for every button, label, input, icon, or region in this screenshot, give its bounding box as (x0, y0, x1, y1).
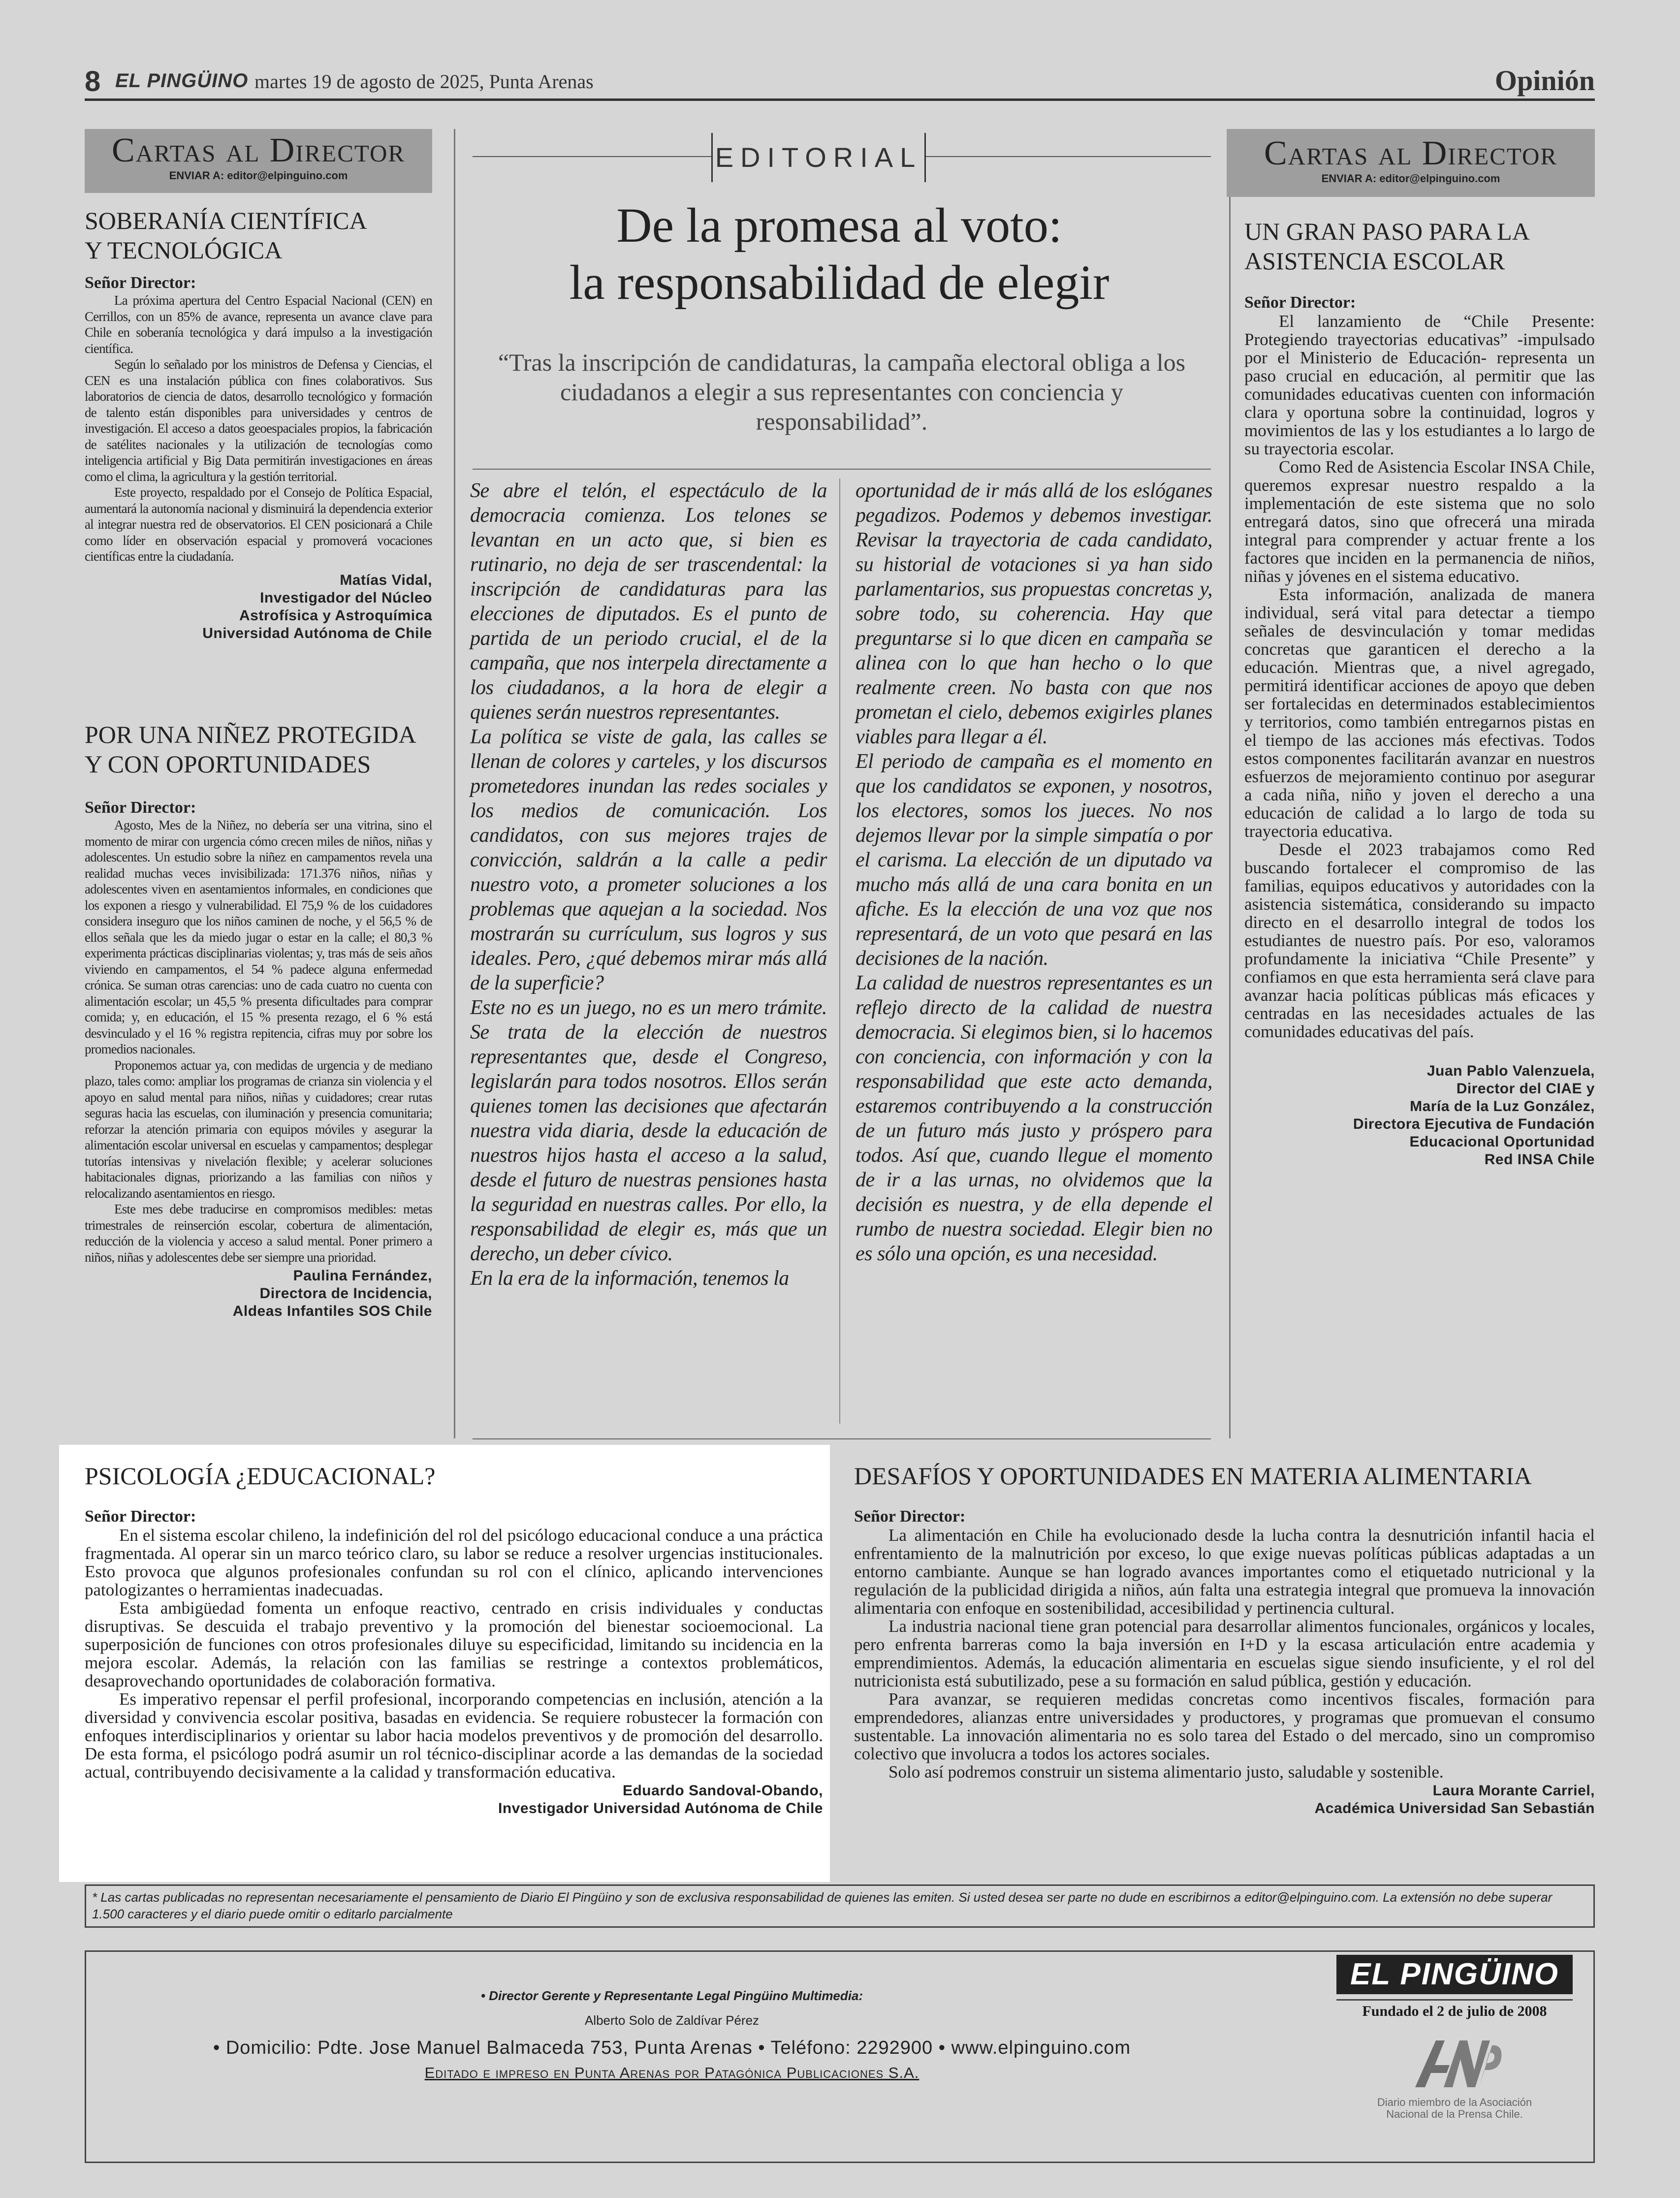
letter-title: UN GRAN PASO PARA LA ASISTENCIA ESCOLAR (1244, 218, 1530, 275)
brand-logo: EL PINGÜINO (1336, 1955, 1573, 1994)
column-divider-left (454, 129, 455, 1438)
signature: Matías Vidal, Investigador del Núcleo Astrofísica y Astroquímica Universidad Autónoma de Chile (202, 572, 432, 641)
signature: Paulina Fernández, Directora de Incidencia, Aldeas Infantiles SOS Chile (232, 1268, 432, 1319)
letters-email: ENVIAR A: editor@elpinguino.com (169, 169, 348, 182)
editorial-column-2: oportunidad de ir más allá de los eslóganes pegadizos. Podemos y debemos investigar. Revisar la trayectoria de cada candidato, su historial de votaciones si ya han sido parlamentarios, sus propuestas concretas y, sobre todo, su coherencia. Hay que preguntarse si lo que dicen en campaña se alinea con lo que han hecho o lo que realmente creen. No basta con que nos prometan el cielo, debemos exigirles planes viables para llegar a él. El periodo de campaña es el momento en que los candidatos se exponen, y nosotros, los electores, somos los jueces. No nos dejemos llevar por la simple simpatía o por el carisma. La elección de un diputado va mucho más allá de una cara bonita en un afiche. Es la elección de una voz que nos representará, de un voto que pesará en las decisiones de la nación. La calidad de nuestros representantes es un reflejo directo de la calidad de nuestra democracia. Si elegimos bien, si lo hacemos con conciencia, con información y con la responsabilidad que este acto demanda, estaremos contribuyendo a la construcción de un futuro más justo y próspero para todos. Así que, cuando llegue el momento de ir a las urnas, no olvidemos que la decisión es nuestra, y de ella depende el rumbo de nuestra sociedad. Elegir bien no es sólo una opción, es una necesidad. (856, 479, 1212, 1265)
editorial-label: EDITORIAL (711, 133, 926, 182)
letter-body: El lanzamiento de “Chile Presente: Protegiendo trayectorias educativas” -impulsado por el Ministerio de Educación- representa un paso crucial en educación, al permitir que las comunidades educativas cuenten con información clara y oportuna sobre la continuidad, logros y movimientos de las y los estudiantes a lo largo de su trayectoria escolar. Como Red de Asistencia Escolar INSA Chile, queremos expresar nuestro respaldo a la implementación de este sistema que no solo entregará datos, sino que ofrecerá una mirada integral para comprender y actuar frente a los factores que inciden en la permanencia de niños, niñas y jóvenes en el sistema educativo. Esta información, analizada de manera individual, será vital para detectar a tiempo señales de desvinculación y tomar medidas concretas que garanticen el derecho a la educación. Mientras que, a nivel agregado, permitirá identificar acciones de apoyo que deben ser fortalecidas en determinados establecimientos y territorios, como también entregarnos pistas en el tiempo de las acciones más efectivas. Todos estos componentes facilitarán avanzar en nuestros esfuerzos de mejoramiento continuo por asegurar a cada niña, niño y joven el derecho a una educación de calidad a lo largo de toda su trayectoria educativa. Desde el 2023 trabajamos como Red buscando fortalecer el compromiso de las familias, equipos educativos y autoridades con la asistencia sistemática, considerando su impacto directo en el desarrollo integral de todos los estudiantes de nuestro país. Por eso, valoramos profundamente la iniciativa “Chile Presente” y confiamos en que esta herramienta será clave para avanzar hacia políticas públicas más eficaces y centradas en las necesidades actuales de las comunidades educativas del país. (1244, 312, 1595, 1041)
column-divider-right (1229, 129, 1231, 1438)
section-title: Opinión (1494, 64, 1595, 96)
letter-soberania (85, 206, 432, 642)
letter-ninez (85, 720, 432, 1320)
brand-name: EL PINGÜINO (115, 70, 249, 92)
letter-alimentaria (854, 1461, 1595, 1817)
signature: Eduardo Sandoval-Obando, Investigador Universidad Autónoma de Chile (498, 1783, 823, 1816)
logo-underline (1336, 1999, 1573, 2001)
director-name: Alberto Solo de Zaldívar Pérez (584, 2013, 760, 2028)
letter-title: POR UNA NIÑEZ PROTEGIDA Y CON OPORTUNIDADES (85, 721, 416, 778)
page-header (85, 62, 1595, 101)
editorial-title: De la promesa al voto: la responsabilidad de elegir (569, 198, 1109, 310)
signature: Juan Pablo Valenzuela, Director del CIAE y María de la Luz González, Directora Ejecutiva de Fundación Educacional Oportunidad Red INSA Chile (1353, 1063, 1595, 1168)
letter-body: La próxima apertura del Centro Espacial Nacional (CEN) en Cerrillos, con un 85% de avance, representa un avance clave para Chile en soberanía tecnológica y dará impulso a la investigación científica. Según lo señalado por los ministros de Defensa y Ciencias, el CEN es una instalación pública con fines colaborativos. Sus laboratorios de ciencia de datos, desarrollo tecnológico y formación de talento están disponibles para universidades y centros de investigación. El acceso a datos geoespaciales propios, la fabricación de satélites nacionales y la utilización de tecnologías como inteligencia artificial y Big Data permitirán investigaciones en áreas como el clima, la agricultura y la gestión territorial. Este proyecto, respaldado por el Consejo de Política Espacial, aumentará la autonomía nacional y disminuirá la dependencia exterior al integrar nuestra red de observatorios. El CEN posicionará a Chile como líder en observación espacial y promoverá vocaciones científicas entre la ciudadanía. (85, 293, 432, 564)
salutation: Señor Director: (1244, 293, 1356, 312)
editorial-pullquote: “Tras la inscripción de candidaturas, la campaña electoral obliga a los ciudadanos a elegir a sus representantes con conciencia y responsabilidad”. (498, 349, 1186, 435)
letter-asistencia (1244, 217, 1595, 1169)
editorial-divider (473, 469, 1211, 470)
editorial-column-1: Se abre el telón, el espectáculo de la democracia comienza. Los telones se levantan en un acto que, si bien es rutinario, no deja de ser trascendental: la inscripción de candidaturas para las elecciones de diputados. Es el punto de partida de un periodo crucial, el de la campaña, que nos interpela directamente a los ciudadanos, a la hora de elegir a quienes serán nuestros representantes. La política se viste de gala, las calles se llenan de colores y carteles, y los discursos prometedores inundan las redes sociales y los medios de comunicación. Los candidatos, con sus mejores trajes de convicción, saldrán a la calle a pedir nuestro voto, a prometer soluciones a los problemas que aquejan a la sociedad. Nos mostrarán su currículum, sus logros y sus ideales. Pero, ¿qué debemos mirar más allá de la superficie? Este no es un juego, no es un mero trámite. Se trata de la elección de nuestros representantes que, desde el Congreso, legislarán para todos nosotros. Ellos serán quienes tomen las decisiones que afectarán nuestra vida diaria, desde la educación de nuestros hijos hasta el acceso a la salud, desde el futuro de nuestras pensiones hasta la seguridad en nuestras calles. Por ello, la responsabilidad de elegir es, más que un derecho, un deber cívico. En la era de la información, tenemos la (470, 479, 827, 1290)
letters-header-right (1227, 129, 1595, 197)
letter-body: En el sistema escolar chileno, la indefinición del rol del psicólogo educacional conduce a una práctica fragmentada. Al operar sin un marco teórico claro, su labor se reduce a resolver urgencias institucionales. Esto provoca que algunos profesionales confundan su rol con el clínico, aplicando intervenciones patologizantes o herramientas inadecuadas. Esta ambigüedad fomenta un enfoque reactivo, centrado en crisis individuales y conductas disruptivas. Se descuida el trabajo preventivo y la promoción del bienestar socioemocional. La superposición de funciones con otros profesionales diluye su especificidad, limitando su incidencia en la mejora escolar. Además, la relación con las familias se restringe a contextos problemáticos, desaprovechando oportunidades de colaboración formativa. Es imperativo repensar el perfil profesional, incorporando competencias en inclusión, atención a la diversidad y convivencia escolar positiva, basadas en evidencia. Se requiere robustecer la formación con enfoques interdisciplinarios y orientar su labor hacia modelos preventivos y de promoción del desarrollo. De esta forma, el psicólogo podrá asumir un rol técnico-disciplinar acorde a las demandas de la sociedad actual, contribuyendo decisivamente a la calidad y transformación educativa. (85, 1526, 823, 1782)
letters-title: Cartas al Director (111, 131, 406, 169)
salutation: Señor Director: (85, 798, 196, 817)
salutation: Señor Director: (854, 1507, 966, 1526)
anp-logo-svg (1405, 2031, 1504, 2095)
footer (85, 1950, 1595, 2163)
letter-body: Agosto, Mes de la Niñez, no debería ser una vitrina, sino el momento de mirar con urgencia cómo crecen miles de niños, niñas y adolescentes. Un estudio sobre la niñez en campamentos revela una realidad muchas veces invisibilizada: 171.376 niños, niñas y adolescentes viven en asentamientos informales, en condiciones que los exponen a riesgo y vulnerabilidad. El 75,9 % de los cuidadores considera inseguro que los niños caminen de noche, y el 56,5 % de ellos señala que les da miedo jugar o estar en la calle; el 80,3 % experimenta prácticas disciplinarias violentas; y, tras más de seis años viviendo en campamentos, el 54 % padece alguna enfermedad crónica. Se suman otras carencias: uno de cada cuatro no cuenta con alimentación escolar; un 45,5 % presenta dificultades para comprar comida; y, en educación, el 15 % presenta rezago, el 6 % está desvinculado y el 16 % registra repitencia, cifras muy por sobre los promedios nacionales. Proponemos actuar ya, con medidas de urgencia y de mediano plazo, tales como: ampliar los programas de crianza sin violencia y el apoyo en salud mental para niños, niñas y cuidadores; crear rutas seguras hacia las escuelas, con iluminación y presencia comunitaria; reforzar la atención primaria con equipos móviles y asegurar la alimentación escolar universal en escuelas y campamentos; desplegar tutorías intensivas y nivelación flexible; y acelerar soluciones habitacionales dignas, priorizando a las familias con niños y relocalizando asentamientos en riesgo. Este mes debe traducirse en compromisos medibles: metas trimestrales de reinserción escolar, cobertura de alimentación, reducción de la violencia y acceso a salud mental. Poner primero a niños, niñas y adolescentes debe ser siempre una prioridad. (85, 818, 432, 1265)
anp-logo-icon (1405, 2031, 1504, 2095)
letters-header-left (85, 129, 432, 193)
founded-date: Fundado el 2 de julio de 2008 (1362, 2003, 1547, 2019)
letter-title: PSICOLOGÍA ¿EDUCACIONAL? (85, 1462, 436, 1490)
salutation: Señor Director: (85, 1507, 196, 1526)
editorial-bottom-rule (473, 1438, 1211, 1439)
editorial-column-rule (839, 478, 840, 1424)
printer-line: Editado e impreso en Punta Arenas por Patagónica Publicaciones S.A. (424, 2064, 919, 2081)
editorial-label-row (473, 129, 1211, 183)
director-label: • Director Gerente y Representante Legal Pingüino Multimedia: (480, 1988, 863, 2003)
issue-date: martes 19 de agosto de 2025, Punta Arenas (254, 70, 594, 93)
letter-body: La alimentación en Chile ha evolucionado desde la lucha contra la desnutrición infantil hacia el enfrentamiento de la malnutrición por exceso, lo que exige nuevas políticas públicas adaptadas a un entorno cambiante. Aunque se han logrado avances importantes como el etiquetado nutricional y la regulación de la publicidad dirigida a niños, aún falta una estrategia integral que promueva la innovación alimentaria con enfoque en sostenibilidad, accesibilidad y pertinencia cultural. La industria nacional tiene gran potencial para desarrollar alimentos funcionales, orgánicos y locales, pero enfrenta barreras como la baja inversión en I+D y la escasa articulación entre academia y emprendimientos. Además, la educación alimentaria en escuelas sigue siendo insuficiente, y el rol del nutricionista está subutilizado, pese a su formación en salud pública, gestión y educación. Para avanzar, se requieren medidas concretas como incentivos fiscales, formación para emprendedores, alianzas entre universidades y productores, y programas que promuevan el consumo sustentable. La innovación alimentaria no es solo tarea del Estado o del mercado, sino un compromiso colectivo que involucra a todos los actores sociales. Solo así podremos construir un sistema alimentario justo, saludable y sostenible. (854, 1526, 1595, 1782)
letters-title: Cartas al Director (1264, 134, 1558, 172)
letter-psicologia (85, 1461, 823, 1817)
letter-title: DESAFÍOS Y OPORTUNIDADES EN MATERIA ALIMENTARIA (854, 1462, 1532, 1490)
disclaimer-notice: * Las cartas publicadas no representan necesariamente el pensamiento de Diario El Pingüino y son de exclusiva responsabilidad de quienes las emiten. Si usted desea ser parte no dude en escribirnos a editor@elpinguino.com. La extensión no debe superar 1.500 caracteres y el diario puede omitir o editarlo parcialmente (85, 1884, 1595, 1928)
address-line: • Domicilio: Pdte. Jose Manuel Balmaceda 753, Punta Arenas • Teléfono: 2292900 • www.elpinguino.com (213, 2038, 1131, 2058)
letter-title: SOBERANÍA CIENTÍFICA Y TECNOLÓGICA (85, 207, 367, 264)
signature: Laura Morante Carriel, Académica Universidad San Sebastián (1314, 1783, 1595, 1816)
letters-email: ENVIAR A: editor@elpinguino.com (1321, 172, 1500, 185)
page-number: 8 (85, 65, 101, 97)
salutation: Señor Director: (85, 274, 196, 292)
anp-caption: Diario miembro de la Asociación Nacional de la Prensa Chile. (1377, 2096, 1532, 2120)
